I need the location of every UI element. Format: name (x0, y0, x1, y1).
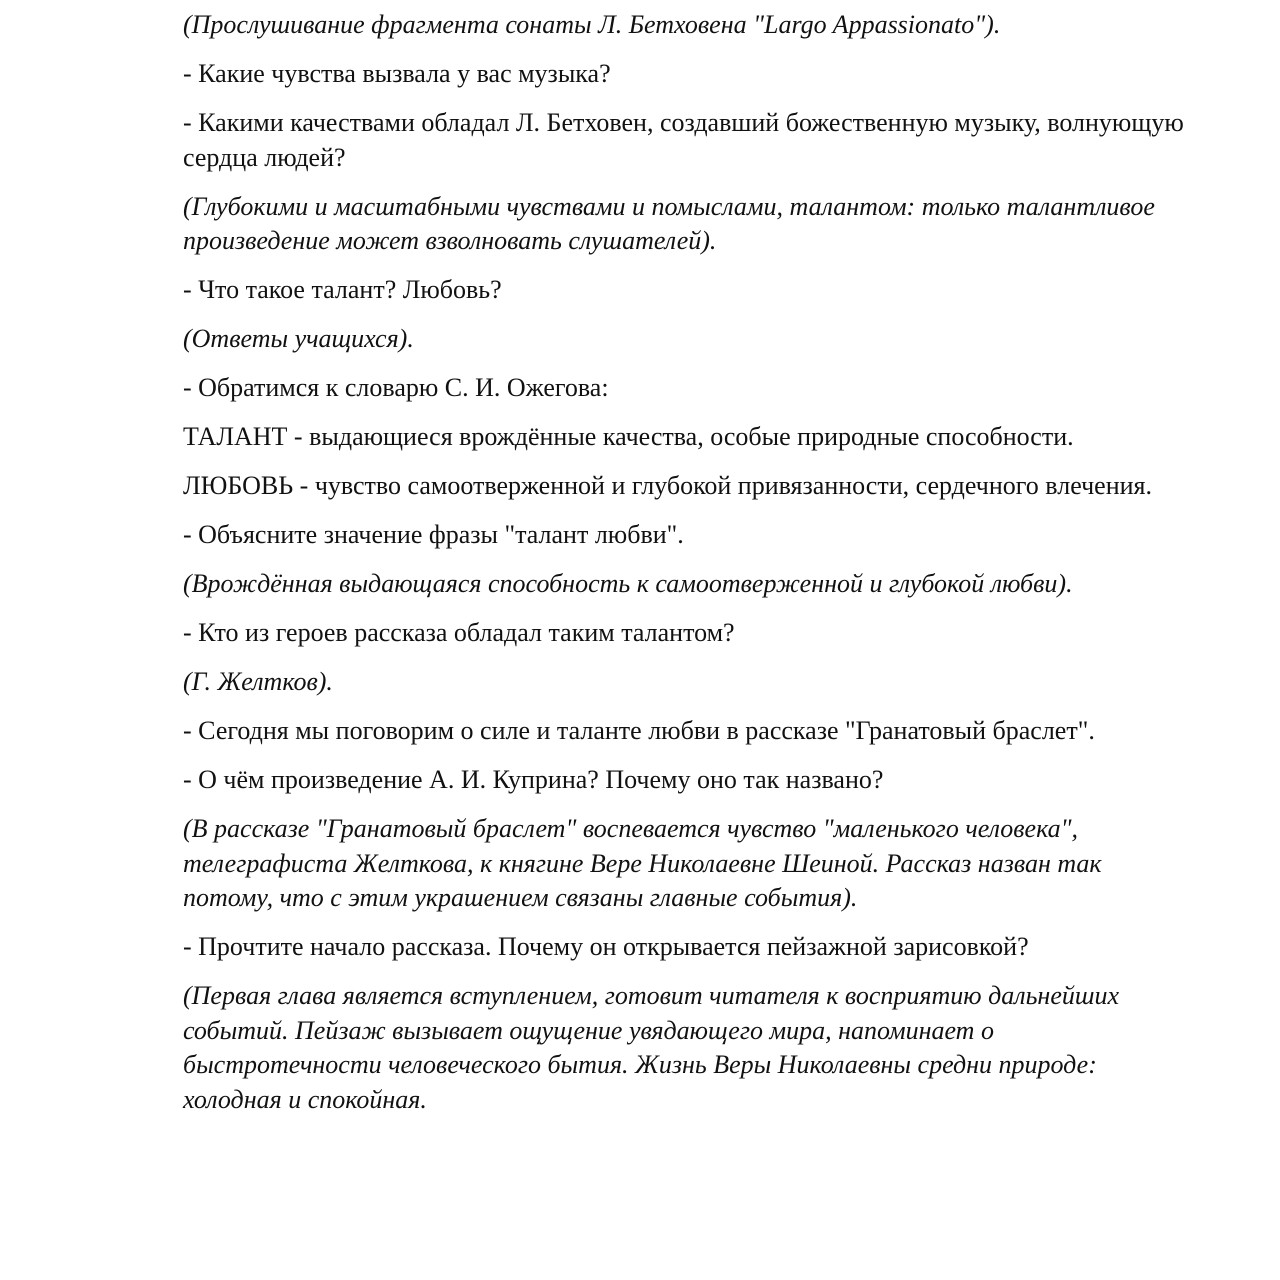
paragraph-answer-students: (Ответы учащихся). (183, 324, 414, 353)
paragraph-question-hero: - Кто из героев рассказа обладал таким талантом? (183, 618, 735, 647)
paragraph-definition-love: ЛЮБОВЬ - чувство самоотверженной и глубокой привязанности, сердечного влечения. (183, 471, 1153, 500)
paragraph-listening-note: (Прослушивание фрагмента сонаты Л. Бетховена "Largo Appassionato"). (183, 10, 1001, 39)
paragraph-question-talent: - Что такое талант? Любовь? (183, 275, 502, 304)
paragraph-question-landscape: - Прочтите начало рассказа. Почему он открывается пейзажной зарисовкой? (183, 932, 1029, 961)
paragraph-question-feelings: - Какие чувства вызвала у вас музыка? (183, 59, 611, 88)
paragraph-question-phrase: - Объясните значение фразы "талант любви". (183, 520, 684, 549)
paragraph-answer-phrase: (Врождённая выдающаяся способность к самоотверженной и глубокой любви). (183, 569, 1073, 598)
paragraph-ozhegov-intro: - Обратимся к словарю С. И. Ожегова: (183, 373, 609, 402)
paragraph-question-kuprin: - О чём произведение А. И. Куприна? Почему оно так названо? (183, 765, 884, 794)
paragraph-topic-intro: - Сегодня мы поговорим о силе и таланте любви в рассказе "Гранатовый браслет". (183, 716, 1095, 745)
paragraph-answer-landscape: (Первая глава является вступлением, готовит читателя к восприятию дальнейших событий. Пейзаж вызывает ощущение увядающего мира, напоминает о быстротечности человеческого бытия. Жизнь Веры Николаевны средни природе: холодная и спокойная. (183, 981, 1120, 1114)
paragraph-definition-talent: ТАЛАНТ - выдающиеся врождённые качества, особые природные способности. (183, 422, 1074, 451)
paragraph-answer-hero: (Г. Желтков). (183, 667, 333, 696)
paragraph-answer-beethoven: (Глубокими и масштабными чувствами и помыслами, талантом: только талантливое произведение может взволновать слушателей). (183, 191, 1155, 255)
paragraph-question-beethoven: - Какими качествами обладал Л. Бетховен, создавший божественную музыку, волнующую сердца людей? (183, 108, 1184, 172)
paragraph-answer-kuprin: (В рассказе "Гранатовый браслет" воспевается чувство "маленького человека", телеграфиста Желткова, к княгине Вере Николаевне Шеиной. Рассказ назван так потому, что с этим украшением связаны главные события). (183, 814, 1102, 912)
document-page (183, 8, 1193, 1132)
